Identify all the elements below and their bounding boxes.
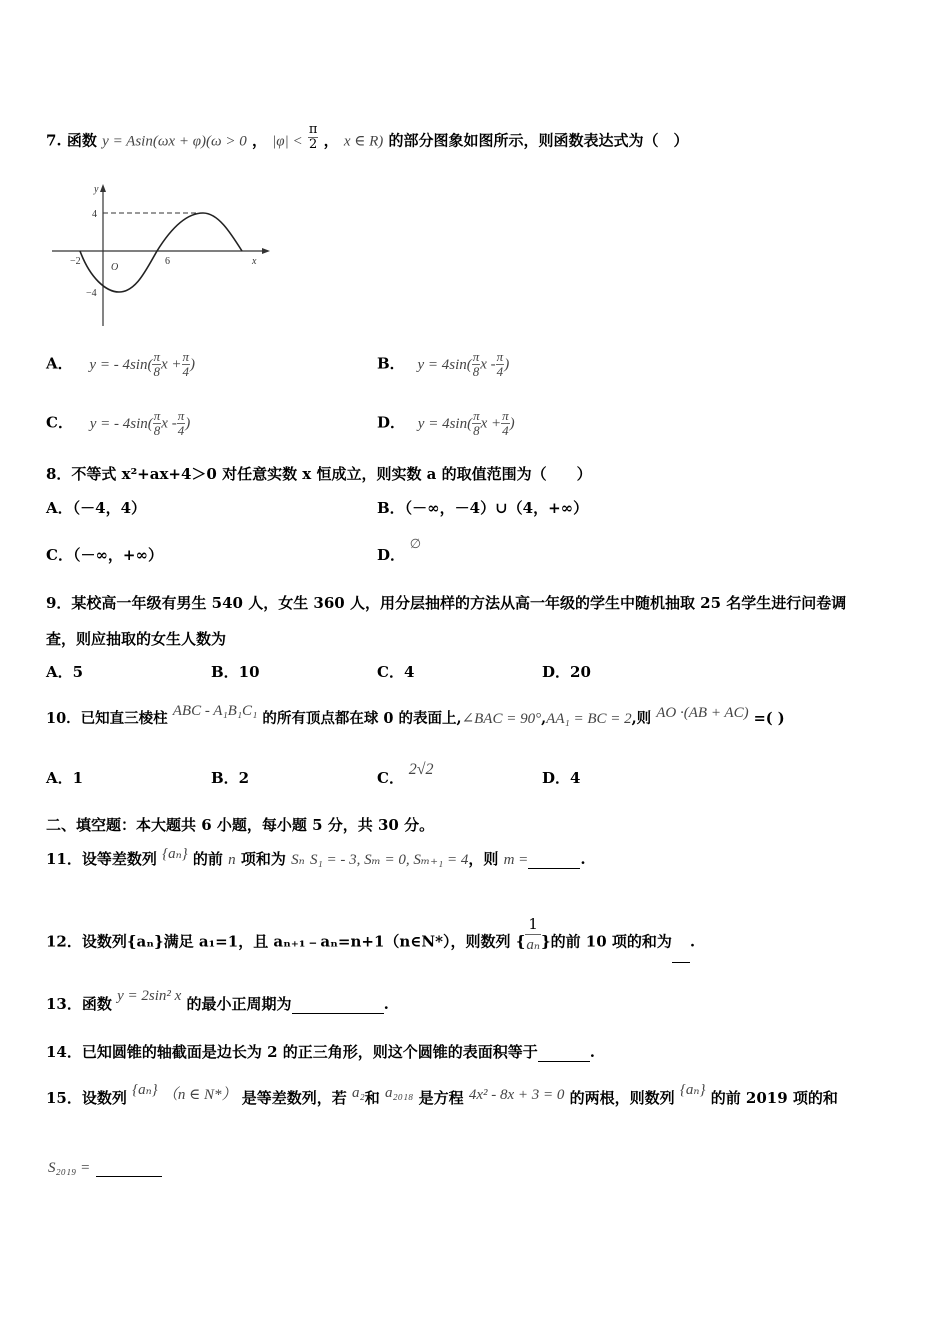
q9-stem-line1: 9．某校高一年级有男生 540 人，女生 360 人，用分层抽样的方法从高一年级的学生中随机抽取 25 名学生进行问卷调: [46, 594, 847, 612]
q7-sine-graph: [48, 180, 278, 330]
q7-option-c[interactable]: C． y = - 4sin( $\frac{\pi}{8}$ x - $\frac{\pi}{4}$ ): [46, 408, 191, 438]
q8-option-b[interactable]: B．（－∞，－4）∪（4，+∞）: [377, 499, 589, 517]
x-axis-arrow-icon: [262, 248, 270, 254]
tick-6: 6: [165, 256, 170, 267]
section-2-heading: 二、填空题：本大题共 6 小题，每小题 5 分，共 30 分。: [46, 816, 435, 834]
q8-option-d[interactable]: D． ∅: [377, 537, 422, 564]
y-label: y: [94, 184, 99, 195]
q7-option-a[interactable]: A． y = - 4sin( $\frac{\pi}{8}$ x + $\frac{\pi}{4}$ ): [46, 349, 196, 379]
tick-4: 4: [92, 209, 97, 220]
q7-cond: |φ| <: [272, 133, 303, 150]
q12-answer-blank[interactable]: [672, 962, 690, 963]
sine-curve: [80, 213, 242, 292]
tick-neg4: −4: [86, 288, 97, 299]
q7-line: 7. 函数 y = Asin(ωx + φ)(ω > 0 ， |φ| < $\frac{\pi}{2}$ ， x ∈ R) 的部分图象如图所示，则函数表达式为（ ）: [46, 122, 689, 152]
q12-stem: 12．设数列{aₙ}满足 a₁=1，且 aₙ₊₁﹣aₙ=n+1（n∈N*），则数列 { $\frac{1}{\text{aₙ}}$ }的前 10 项的和为 .: [46, 922, 695, 963]
q7-option-b[interactable]: B． y = 4sin( $\frac{\pi}{8}$ x - $\frac{\pi}{4}$ ): [377, 349, 510, 379]
y-axis-arrow-icon: [100, 184, 106, 192]
q10-stem: 10．已知直三棱柱 ABC - A₁B₁C₁ 的所有顶点都在球 0 的表面上,∠BAC = 90°,AA₁ = BC = 2,则 AO ·(AB + AC) =( ): [46, 703, 785, 727]
origin-label: O: [111, 262, 119, 273]
q10-option-a[interactable]: A．1: [46, 769, 84, 787]
q15-answer-blank[interactable]: [96, 1152, 162, 1177]
q10-option-c[interactable]: C． 2√2: [377, 761, 434, 787]
q9-option-a[interactable]: A．5: [46, 663, 84, 681]
q9-stem-line2: 查，则应抽取的女生人数为: [46, 630, 227, 648]
q9-option-c[interactable]: C．4: [377, 663, 415, 681]
q15-answer-line: S₂₀₁₉ =: [48, 1152, 162, 1177]
q7-formula: y = Asin(ωx + φ)(ω > 0: [102, 133, 247, 150]
q13-stem: 13．函数 y = 2sin² x 的最小正周期为 .: [46, 988, 389, 1013]
q15-stem: 15．设数列 {aₙ} （n ∈ N*） 是等差数列，若 a₂和 a₂₀₁₈ 是方程 4x² - 8x + 3 = 0 的两根，则数列 {aₙ} 的前 2019 项的和: [46, 1082, 838, 1107]
q8-option-c[interactable]: C．（－∞，+∞）: [46, 546, 163, 564]
q10-option-d[interactable]: D．4: [542, 769, 581, 787]
x-label: x: [252, 256, 257, 267]
q7-cond2: x ∈ R): [343, 133, 384, 150]
q7-option-d[interactable]: D． y = 4sin( $\frac{\pi}{8}$ x + $\frac{\pi}{4}$ ): [377, 408, 515, 438]
q14-answer-blank[interactable]: [538, 1061, 590, 1062]
q13-answer-blank[interactable]: [292, 1013, 384, 1014]
tick-neg2: −2: [70, 256, 81, 267]
q9-option-b[interactable]: B．10: [211, 663, 260, 681]
q7-pi-over-2: $\frac{\pi}{2}$: [308, 122, 318, 152]
empty-set-symbol: ∅: [409, 537, 422, 552]
q8-stem: 8．不等式 x²+ax+4＞0 对任意实数 x 恒成立，则实数 a 的取值范围为（ ）: [46, 465, 592, 483]
q9-option-d[interactable]: D．20: [542, 663, 591, 681]
q11-answer-blank[interactable]: [528, 868, 580, 869]
q11-stem: 11．设等差数列 {aₙ} 的前 n 项和为 Sₙ S₁ = - 3, Sₘ = 0, Sₘ₊₁ = 4，则 m = .: [46, 846, 586, 868]
q14-stem: 14．已知圆锥的轴截面是边长为 2 的正三角形，则这个圆锥的表面积等于 .: [46, 1043, 595, 1061]
q8-option-a[interactable]: A．（－4，4）: [46, 499, 147, 517]
q10-option-b[interactable]: B．2: [211, 769, 250, 787]
